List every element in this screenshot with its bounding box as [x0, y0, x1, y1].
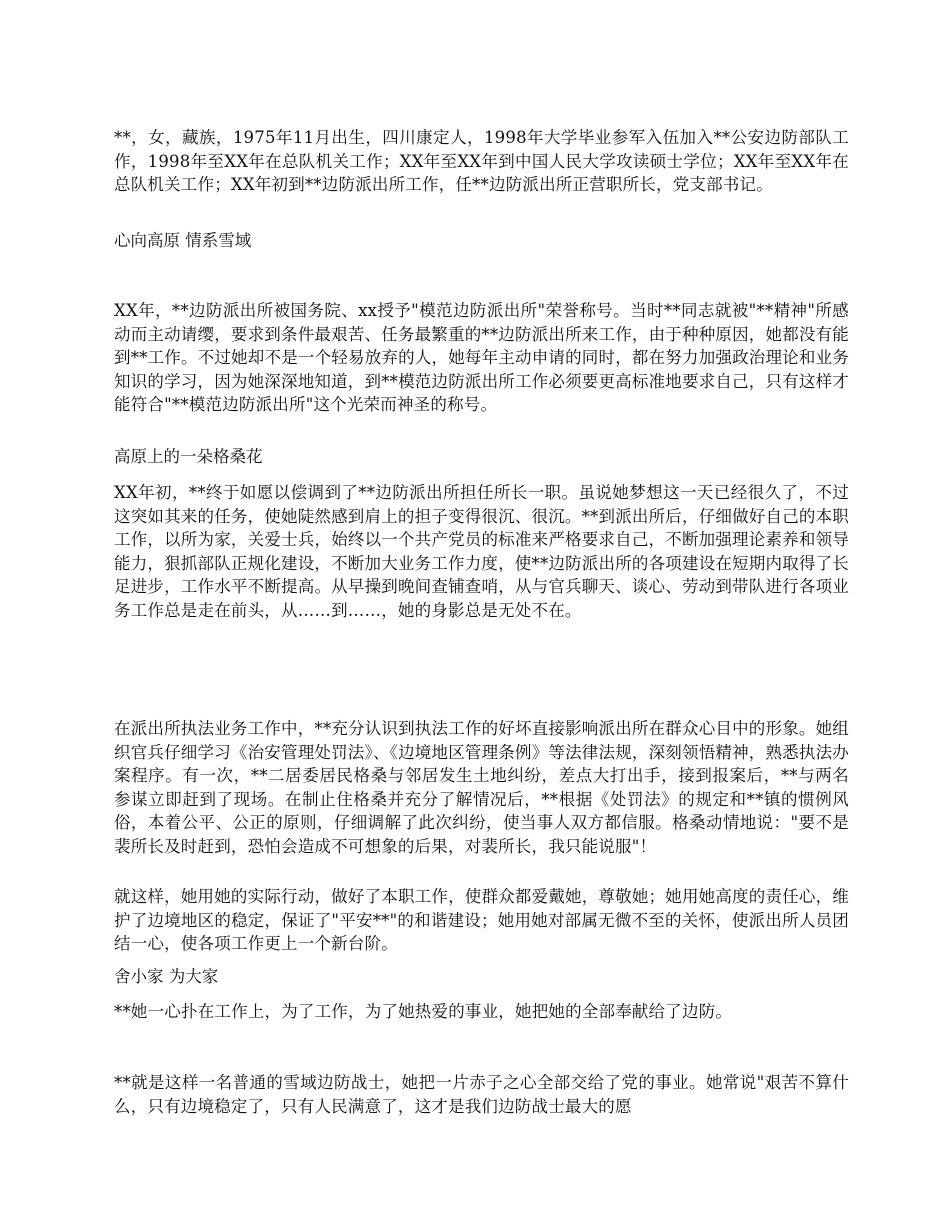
- paragraph-bio: **，女，藏族，1975年11月出生，四川康定人，1998年大学毕业参军入伍加入**公安边防部队工作，1998年至XX年在总队机关工作；XX年至XX年到中国人民大学攻读硕士学位；XX年至XX年在总队机关工作；XX年初到**边防派出所工作，任**边防派出所正营职所长，党支部书记。: [114, 128, 849, 194]
- paragraph-snow-soldier: **就是这样一名普通的雪域边防战士，她把一片赤子之心全部交给了党的事业。她常说"艰苦不算什么，只有边境稳定了，只有人民满意了，这才是我们边防战士最大的愿: [114, 1073, 849, 1116]
- paragraph-law-enforcement: 在派出所执法业务工作中，**充分认识到执法工作的好坏直接影响派出所在群众心目中的形象。她组织官兵仔细学习《治安管理处罚法》、《边境地区管理条例》等法律法规，深刻领悟精神，熟悉执法办案程序。有一次，**二居委居民格桑与邻居发生土地纠纷，差点大打出手，接到报案后，**与两名参谋立即赶到了现场。在制止住格桑并充分了解情况后，**根据《处罚法》的规定和**镇的惯例风俗，本着公平、公正的原则，仔细调解了此次纠纷，使当事人双方都信服。格桑动情地说："要不是裴所长及时赶到，恐怕会造成不可想象的后果，对裴所长，我只能说服"！: [114, 719, 849, 856]
- heading-gesang-flower: 高原上的一朵格桑花: [114, 447, 263, 466]
- paragraph-model-station: XX年，**边防派出所被国务院、xx授予"模范边防派出所"荣誉称号。当时**同志就被"**精神"所感动而主动请缨，要求到条件最艰苦、任务最繁重的**边防派出所来工作，由于种种原因，她都没有能到**工作。不过她却不是一个轻易放弃的人，她每年主动申请的同时，都在努力加强政治理论和业务知识的学习，因为她深深地知道，到**模范边防派出所工作必须要更高标准地要求自己，只有这样才能符合"**模范边防派出所"这个光荣而神圣的称号。: [114, 301, 849, 414]
- paragraph-actions: 就这样，她用她的实际行动，做好了本职工作，使群众都爱戴她，尊敬她；她用她高度的责任心，维护了边境地区的稳定，保证了"平安**"的和谐建设；她用她对部属无微不至的关怀，使派出所人员团结一心，使各项工作更上一个新台阶。: [114, 887, 849, 953]
- paragraph-appointment: XX年初，**终于如愿以偿调到了**边防派出所担任所长一职。虽说她梦想这一天已经很久了，不过这突如其来的任务，使她陡然感到肩上的担子变得很沉、很沉。**到派出所后，仔细做好自己的本职工作，以所为家，关爱士兵，始终以一个共产党员的标准来严格要求自己，不断加强理论素养和领导能力，狠抓部队正规化建设，不断加大业务工作力度，使**边防派出所的各项建设在短期内取得了长足进步，工作水平不断提高。从早操到晚间查铺查哨，从与官兵聊天、谈心、劳动到带队进行各项业务工作总是走在前头，从……到……，她的身影总是无处不在。: [114, 483, 849, 620]
- heading-family-sacrifice: 舍小家 为大家: [114, 967, 219, 986]
- paragraph-dedication: **她一心扑在工作上，为了工作，为了她热爱的事业，她把她的全部奉献给了边防。: [114, 1002, 733, 1021]
- heading-xin-xiang-gao-yuan: 心向高原 情系雪域: [114, 231, 252, 250]
